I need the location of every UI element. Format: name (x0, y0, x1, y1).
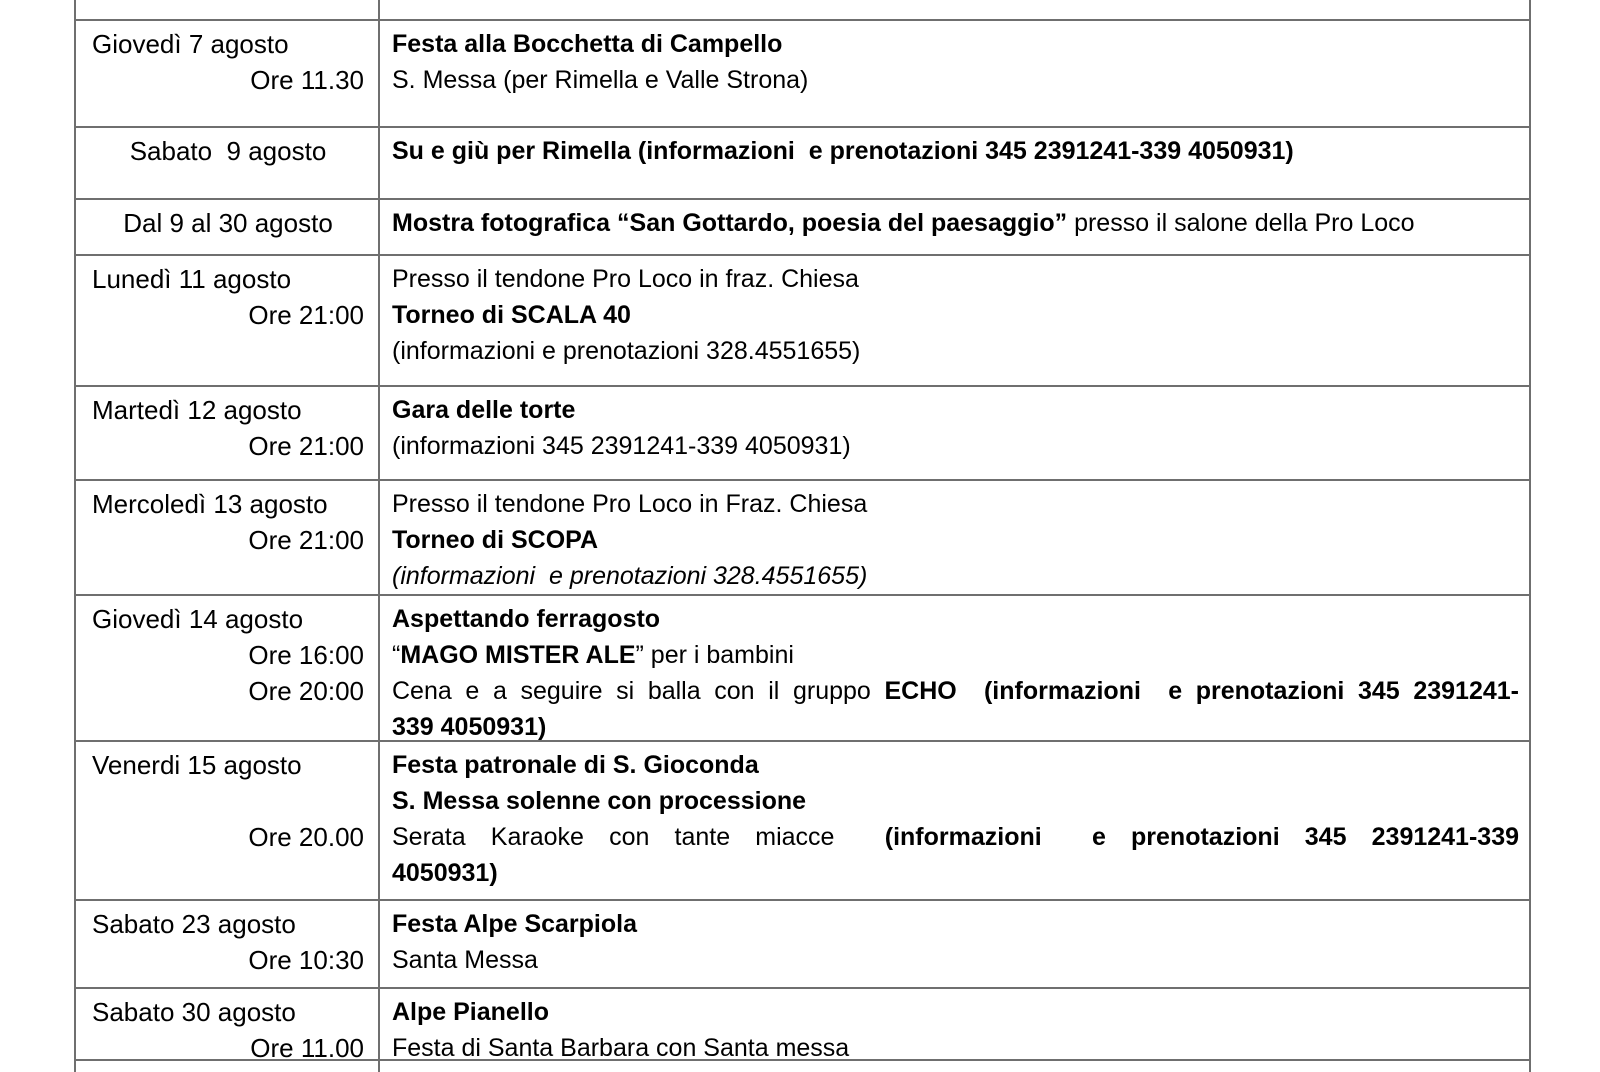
event-line (392, 133, 1519, 169)
time-label: Ore 21:00 (248, 525, 364, 555)
date-label: Dal 9 al 30 agosto (123, 208, 333, 238)
table-row (76, 596, 1529, 742)
event-line (392, 522, 1519, 558)
text-segment: S. Messa (per Rimella e Valle Strona) (392, 66, 809, 94)
event-line (392, 819, 1519, 855)
table-row (76, 200, 1529, 256)
date-cell (76, 128, 380, 198)
date-cell (76, 481, 380, 594)
event-line (392, 62, 1519, 98)
event-line (392, 26, 1519, 62)
event-cell (380, 1061, 1529, 1072)
date-label: Sabato 9 agosto (129, 136, 327, 166)
text-segment: Aspettando ferragosto (392, 605, 661, 633)
event-cell (380, 596, 1529, 740)
text-segment: 4050931) (392, 859, 498, 887)
date-cell (76, 0, 380, 19)
date-label (92, 783, 364, 819)
text-segment: Serata Karaoke con tante miacce (392, 823, 885, 851)
text-segment: (informazioni 345 2391241-339 4050931) (392, 432, 851, 460)
date-cell (76, 21, 380, 126)
date-label: Sabato 23 agosto (92, 909, 296, 939)
event-line (392, 855, 1519, 891)
date-cell (76, 387, 380, 479)
date-cell (76, 256, 380, 385)
text-segment: Santa Messa (392, 946, 538, 974)
text-segment: Presso il tendone Pro Loco in Fraz. Chiesa (392, 490, 868, 518)
event-cell (380, 742, 1529, 899)
date-label: Sabato 30 agosto (92, 997, 296, 1027)
text-segment: S. Messa solenne con processione (392, 787, 807, 815)
event-cell (380, 0, 1529, 19)
table-row (76, 481, 1529, 596)
time-label: Ore 11.30 (250, 65, 364, 95)
time-label: Ore 21:00 (248, 431, 364, 461)
event-cell (380, 128, 1529, 198)
event-line (392, 994, 1519, 1030)
text-segment: ECHO (informazioni e prenotazioni 345 2391241- (884, 677, 1519, 705)
text-segment: Presso il tendone Pro Loco in fraz. Chiesa (392, 265, 859, 293)
date-cell (76, 742, 380, 899)
text-segment: MAGO MISTER ALE (400, 641, 636, 669)
date-label: Lunedì 11 agosto (92, 264, 292, 294)
text-segment: Festa di Santa Barbara con Santa messa (392, 1034, 850, 1061)
text-segment: Cena e a seguire si balla con il gruppo (392, 677, 885, 705)
event-line (392, 297, 1519, 333)
event-line (392, 942, 1519, 978)
event-cell (380, 387, 1529, 479)
date-label: Martedì 12 agosto (92, 395, 302, 425)
date-cell (76, 1061, 380, 1072)
events-table (74, 0, 1531, 1072)
date-cell (76, 901, 380, 987)
time-label: Ore 16:00 (248, 640, 364, 670)
date-label: Giovedì 14 agosto (92, 604, 304, 634)
time-label: Ore 20:00 (248, 676, 364, 706)
event-line (392, 637, 1519, 673)
text-segment: Festa Alpe Scarpiola (392, 910, 637, 938)
date-label: Venerdi 15 agosto (92, 750, 302, 780)
event-cell (380, 21, 1529, 126)
event-line (392, 709, 1519, 742)
event-cell (380, 901, 1529, 987)
table-row (76, 256, 1529, 387)
text-segment: (informazioni e prenotazioni 328.4551655) (392, 337, 861, 365)
event-line (392, 205, 1519, 241)
date-cell (76, 989, 380, 1059)
event-line (392, 261, 1519, 297)
date-label: Mercoledì 13 agosto (92, 489, 328, 519)
event-line (392, 333, 1519, 369)
event-cell (380, 256, 1529, 385)
time-label: Ore 11.00 (250, 1033, 364, 1061)
time-label: Ore 21:00 (248, 300, 364, 330)
event-line (392, 906, 1519, 942)
text-segment: Alpe Pianello (392, 998, 549, 1026)
text-segment: presso il salone della Pro Loco (1074, 209, 1415, 237)
date-label: Giovedì 7 agosto (92, 29, 289, 59)
time-label: Ore 10:30 (248, 945, 364, 975)
event-cell (380, 481, 1529, 594)
text-segment: (informazioni e prenotazioni 328.4551655) (392, 562, 868, 590)
text-segment: ” per i bambini (635, 641, 794, 669)
table-row (76, 21, 1529, 128)
event-line (392, 486, 1519, 522)
event-line (392, 747, 1519, 783)
text-segment: “ (392, 641, 401, 669)
event-line (392, 392, 1519, 428)
table-row (76, 387, 1529, 481)
time-label: Ore 20.00 (248, 822, 364, 852)
text-segment: Festa alla Bocchetta di Campello (392, 30, 783, 58)
table-row (76, 901, 1529, 989)
event-line (392, 783, 1519, 819)
event-line (392, 601, 1519, 637)
event-cell (380, 200, 1529, 254)
table-row (76, 128, 1529, 200)
text-segment: (informazioni e prenotazioni 345 2391241-339 (884, 823, 1520, 851)
text-segment: Torneo di SCALA 40 (392, 301, 631, 329)
text-segment: Festa patronale di S. Gioconda (392, 751, 759, 779)
text-segment: Gara delle torte (392, 396, 576, 424)
event-line (392, 428, 1519, 464)
table-row (76, 0, 1529, 21)
text-segment: Torneo di SCOPA (392, 526, 599, 554)
event-cell (380, 989, 1529, 1059)
text-segment: 339 4050931) (392, 713, 547, 741)
table-row (76, 742, 1529, 901)
event-line (392, 558, 1519, 594)
table-row (76, 989, 1529, 1061)
event-line (392, 1030, 1519, 1061)
event-line (392, 673, 1519, 709)
date-cell (76, 596, 380, 740)
text-segment: Su e giù per Rimella (informazioni e prenotazioni 345 2391241-339 4050931) (392, 137, 1294, 165)
table-row (76, 1061, 1529, 1072)
text-segment: Mostra fotografica “San Gottardo, poesia del paesaggio” (392, 209, 1075, 237)
date-cell (76, 200, 380, 254)
